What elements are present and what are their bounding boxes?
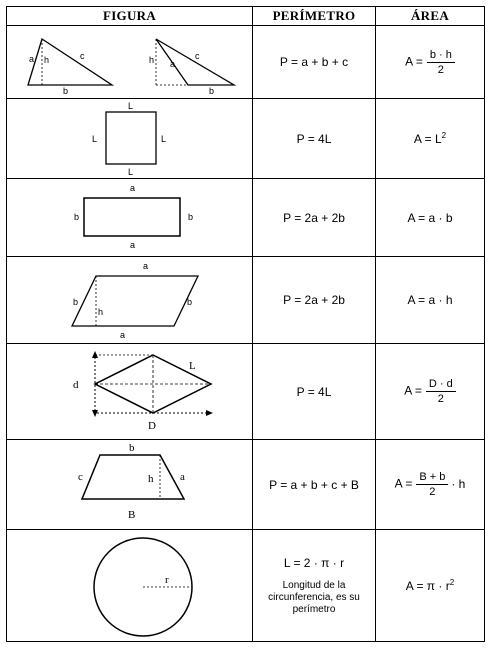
rectangle-label-right: b [187,211,193,222]
rectangle-figure-cell [7,179,253,257]
row-square [7,99,485,179]
rhombus-area-numerator: D · d [426,378,456,392]
rectangle-figure [8,180,252,256]
square-area-text: A = L [413,132,442,146]
triangle-area-prefix: A = [405,54,423,69]
square-area [376,99,485,179]
trapezoid-figure [8,441,252,529]
acute-triangle [28,39,112,96]
rhombus-figure [8,345,252,439]
trapezoid-figure-cell [7,440,253,530]
acute-label-h: h [43,55,49,65]
acute-label-b: b [62,86,68,96]
acute-label-c: c [79,51,84,61]
triangle-figures [8,27,252,97]
row-rhombus [7,344,485,440]
square-perimeter: P = 4L [253,99,376,179]
trapezoid-label-a: a [179,470,185,483]
circle-perimeter-note: Longitud de la circunferencia, es su perímetro [268,579,360,615]
row-triangle [7,26,485,99]
circle-area-text: A = π · r [405,579,450,593]
obtuse-triangle [149,39,234,96]
rectangle-label-top: a [129,182,135,193]
rectangle-label-left: b [73,211,79,222]
rhombus-area-fraction [426,378,456,405]
obtuse-label-c: c [194,51,199,61]
circle-perimeter-cell [253,530,376,642]
rhombus-d-arrow-up [92,351,98,358]
row-rectangle [7,179,485,257]
rhombus-area-denominator: 2 [437,393,444,405]
header-perimeter: PERÍMETRO [253,7,376,26]
row-trapezoid [7,440,485,530]
obtuse-label-b: b [208,86,214,96]
rhombus-area-prefix: A = [404,383,422,398]
square-figure-cell [7,99,253,179]
parallelogram-shape [72,276,198,326]
rhombus-area [376,344,485,440]
rectangle-perimeter: P = 2a + 2b [253,179,376,257]
triangle-area-numerator: b · h [427,49,455,63]
trapezoid-area-denominator: 2 [429,486,436,498]
triangle-area [376,26,485,99]
formulas-table [6,6,485,642]
trapezoid-shape [82,455,184,499]
circle-figure-cell [7,530,253,642]
header-area: ÁREA [376,7,485,26]
square-label-bottom: L [127,166,133,177]
triangle-figure-cell [7,26,253,99]
header-row [7,7,485,26]
header-figure: FIGURA [7,7,253,26]
parallelogram-area: A = a · h [376,257,485,344]
trapezoid-area-fraction [416,471,448,498]
rhombus-label-d: d [72,378,78,391]
rhombus-D-arrow-right [206,410,213,416]
parallelogram-label-h: h [97,307,103,317]
square-shape [106,112,156,164]
trapezoid-label-b: b [128,441,134,454]
square-figure [8,100,252,178]
rhombus-figure-cell [7,344,253,440]
trapezoid-area-suffix: · h [451,476,466,491]
trapezoid-area-numerator: B + b [416,471,448,485]
obtuse-label-h: h [148,55,154,65]
circle-area [376,530,485,642]
row-circle [7,530,485,642]
trapezoid-area [376,440,485,530]
parallelogram-figure-cell [7,257,253,344]
rhombus-label-L: L [188,359,196,372]
rhombus-label-D: D [147,419,156,432]
square-label-top: L [127,100,133,111]
circle-area-exponent: 2 [449,578,455,587]
square-label-left: L [91,133,97,144]
rectangle-area: A = a · b [376,179,485,257]
acute-label-a: a [28,54,34,64]
rectangle-shape [84,198,180,236]
parallelogram-label-right: b [186,297,192,307]
square-label-right: L [160,133,166,144]
circle-figure [8,531,252,641]
parallelogram-figure [8,258,252,342]
triangle-area-fraction [427,49,455,76]
row-parallelogram [7,257,485,344]
triangle-area-denominator: 2 [437,63,444,76]
parallelogram-label-bottom: a [119,330,125,340]
circle-perimeter: L = 2 · π · r [283,555,345,570]
parallelogram-label-left: b [72,297,78,307]
trapezoid-label-B: B [127,508,135,521]
parallelogram-label-top: a [142,261,148,271]
trapezoid-perimeter: P = a + b + c + B [253,440,376,530]
triangle-perimeter: P = a + b + c [253,26,376,99]
circle-label-r: r [164,573,169,586]
rhombus-perimeter: P = 4L [253,344,376,440]
acute-triangle-shape [28,39,112,85]
trapezoid-area-prefix: A = [394,476,413,491]
trapezoid-label-c: c [77,470,83,483]
obtuse-label-a: a [169,59,175,69]
square-area-exponent: 2 [441,131,447,140]
rectangle-label-bottom: a [129,239,135,250]
parallelogram-perimeter: P = 2a + 2b [253,257,376,344]
trapezoid-label-h: h [147,472,153,485]
obtuse-triangle-shape [156,39,234,85]
